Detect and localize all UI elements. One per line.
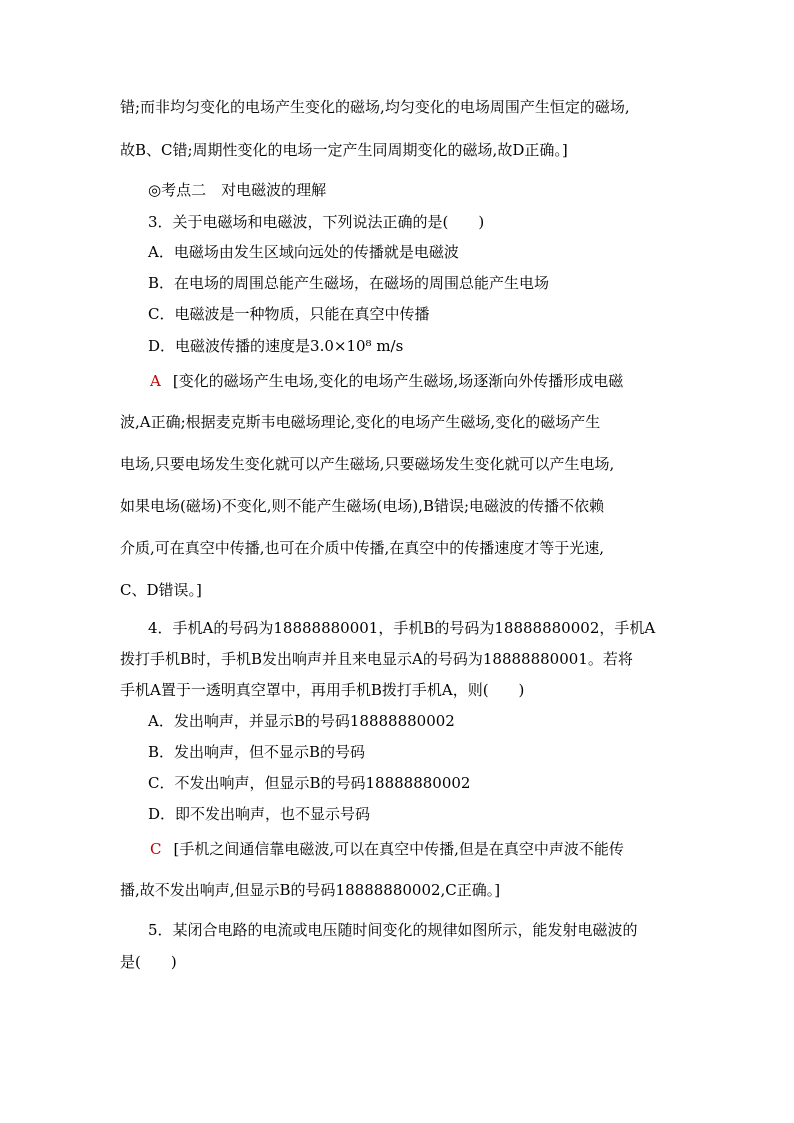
q4-explanation-line-1 <box>150 839 624 859</box>
q3-explanation-line-3: 电场,只要电场发生变化就可以产生磁场,只要磁场发生变化就可以产生电场, <box>120 455 615 473</box>
q3-option-b: B．在电场的周围总能产生磁场，在磁场的周围总能产生电场 <box>148 274 550 292</box>
q5-stem-line-2: 是( ) <box>120 953 177 971</box>
q3-option-d: D．电磁波传播的速度是3.0×10⁸ m/s <box>148 337 404 355</box>
prev-explanation-line-2: 故B、C错;周期性变化的电场一定产生同周期变化的磁场,故D正确。] <box>120 141 568 159</box>
q3-option-a: A．电磁场由发生区域向远处的传播就是电磁波 <box>148 243 459 261</box>
q4-option-a: A．发出响声，并显示B的号码18888880002 <box>148 712 455 730</box>
q4-explanation-line-2: 播,故不发出响声,但显示B的号码18888880002,C正确。] <box>120 881 501 899</box>
q4-stem-line-1: 4．手机A的号码为18888880001，手机B的号码为18888880002，手机A <box>148 619 656 637</box>
prev-explanation-line-1: 错;而非均匀变化的电场产生变化的磁场,均匀变化的电场周围产生恒定的磁场, <box>120 98 630 116</box>
q3-explanation-line-4: 如果电场(磁场)不变化,则不能产生磁场(电场),B错误;电磁波的传播不依赖 <box>120 497 605 515</box>
q4-explanation-text-1: [手机之间通信靠电磁波,可以在真空中传播,但是在真空中声波不能传 <box>173 840 624 858</box>
q3-explanation-line-6: C、D错误。] <box>120 581 202 599</box>
q3-explanation-line-2: 波,A正确;根据麦克斯韦电磁场理论,变化的电场产生磁场,变化的磁场产生 <box>120 413 601 431</box>
q4-option-c: C．不发出响声，但显示B的号码18888880002 <box>148 774 471 792</box>
q5-stem-line-1: 5．某闭合电路的电流或电压随时间变化的规律如图所示，能发射电磁波的 <box>148 921 638 939</box>
section-title: ◎考点二 对电磁波的理解 <box>148 181 327 199</box>
q3-answer: A <box>150 372 161 390</box>
q4-stem-line-3: 手机A置于一透明真空罩中，再用手机B拨打手机A，则( ) <box>120 681 525 699</box>
q4-answer: C <box>150 840 162 858</box>
q3-stem: 3．关于电磁场和电磁波，下列说法正确的是( ) <box>148 213 485 231</box>
q4-stem-line-2: 拨打手机B时，手机B发出响声并且来电显示A的号码为18888880001。若将 <box>120 650 633 668</box>
q4-option-b: B．发出响声，但不显示B的号码 <box>148 743 366 761</box>
q3-explanation-text-1: [变化的磁场产生电场,变化的电场产生磁场,场逐渐向外传播形成电磁 <box>172 372 624 390</box>
q3-option-c: C．电磁波是一种物质，只能在真空中传播 <box>148 305 430 323</box>
q3-explanation-line-5: 介质,可在真空中传播,也可在介质中传播,在真空中的传播速度才等于光速, <box>120 539 605 557</box>
q3-explanation-line-1 <box>150 371 623 391</box>
q4-option-d: D．即不发出响声，也不显示号码 <box>148 805 371 823</box>
